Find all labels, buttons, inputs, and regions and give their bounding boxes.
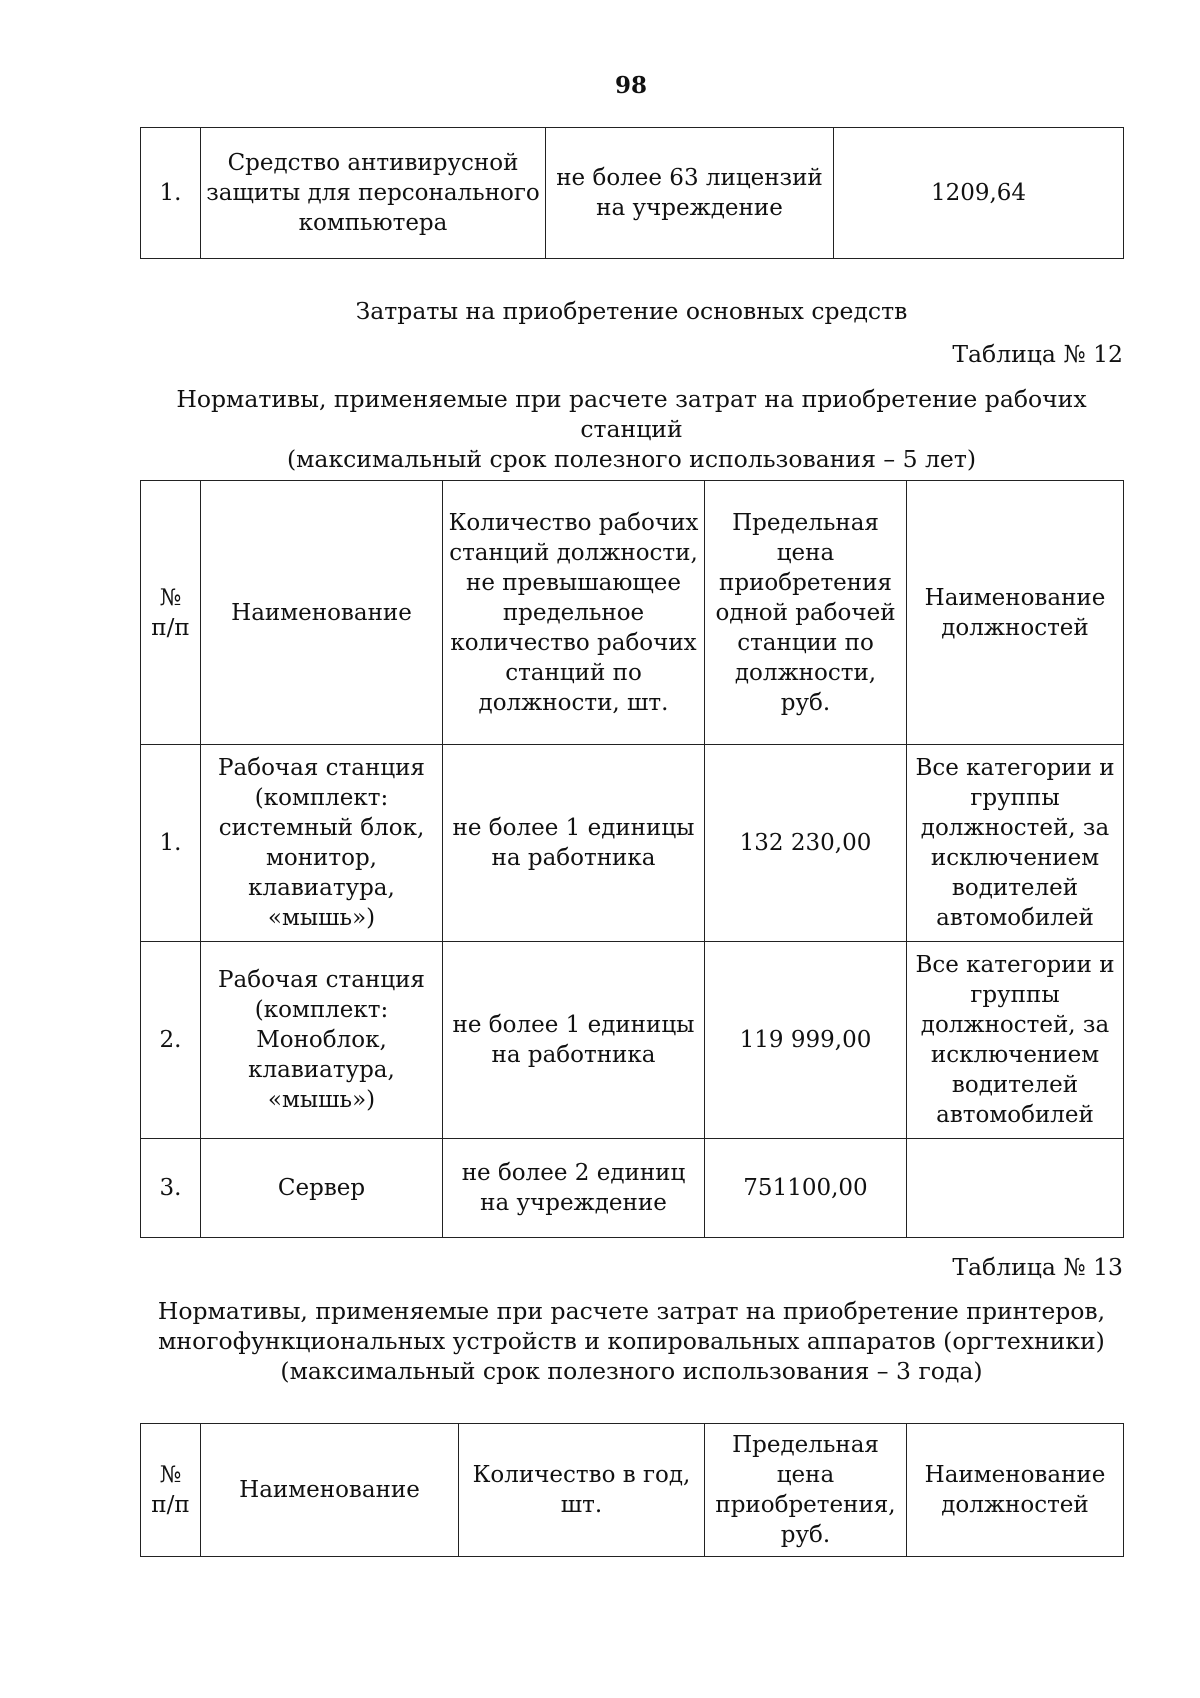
item-name: Рабочая станция (комплект: системный блок, монитор, клавиатура, «мышь») [201,745,443,942]
header-price: Предельная цена приобретения одной рабочей станции по должности, руб. [705,481,907,745]
item-name: Средство антивирусной защиты для персонального компьютера [201,128,546,259]
header-num: № п/п [141,481,201,745]
item-name: Сервер [201,1139,443,1238]
table-row [141,745,1124,942]
row-number: 2. [141,942,201,1139]
row-number: 1. [141,745,201,942]
table12 [140,480,1124,1238]
table-header-row [141,481,1124,745]
item-price: 132 230,00 [705,745,907,942]
table12-title-line2: (максимальный срок полезного использования – 5 лет) [286,445,977,473]
table13-title [130,1296,1133,1386]
header-num: № п/п [141,1424,201,1557]
header-positions: Наименование должностей [907,481,1124,745]
header-name: Наименование [201,481,443,745]
item-positions: Все категории и группы должностей, за исключением водителей автомобилей [907,745,1124,942]
row-number: 3. [141,1139,201,1238]
table-row [141,942,1124,1139]
section-title: Затраты на приобретение основных средств [355,297,908,325]
item-positions [907,1139,1124,1238]
item-quantity: не более 2 единиц на учреждение [443,1139,705,1238]
row-number: 1. [141,128,201,259]
header-price: Предельная цена приобретения, руб. [705,1424,907,1557]
table-header-row [141,1424,1124,1557]
header-qty: Количество в год, шт. [459,1424,705,1557]
table13-label: Таблица № 13 [952,1253,1123,1281]
table12-label: Таблица № 12 [952,340,1123,368]
table13-title-line1: Нормативы, применяемые при расчете затрат на приобретение принтеров, [157,1297,1106,1325]
table-row [141,128,1124,259]
item-positions: Все категории и группы должностей, за исключением водителей автомобилей [907,942,1124,1139]
item-price: 751100,00 [705,1139,907,1238]
top-table [140,127,1124,259]
header-qty: Количество рабочих станций должности, не превышающее предельное количество рабочих станций по должности, шт. [443,481,705,745]
table13-title-line2: многофункциональных устройств и копировальных аппаратов (оргтехники) [158,1327,1105,1355]
item-quantity: не более 1 единицы на работника [443,942,705,1139]
header-positions: Наименование должностей [907,1424,1124,1557]
table13 [140,1423,1124,1557]
item-quantity: не более 63 лицензий на учреждение [546,128,834,259]
table12-title-line1: Нормативы, применяемые при расчете затрат на приобретение рабочих станций [176,385,1087,443]
table13-title-line3: (максимальный срок полезного использования – 3 года) [280,1357,983,1385]
table-row [141,1139,1124,1238]
page-number: 98 [614,72,647,99]
item-quantity: не более 1 единицы на работника [443,745,705,942]
item-price: 119 999,00 [705,942,907,1139]
item-name: Рабочая станция (комплект: Моноблок, клавиатура, «мышь») [201,942,443,1139]
table12-title [130,384,1133,474]
item-price: 1209,64 [834,128,1124,259]
header-name: Наименование [201,1424,459,1557]
